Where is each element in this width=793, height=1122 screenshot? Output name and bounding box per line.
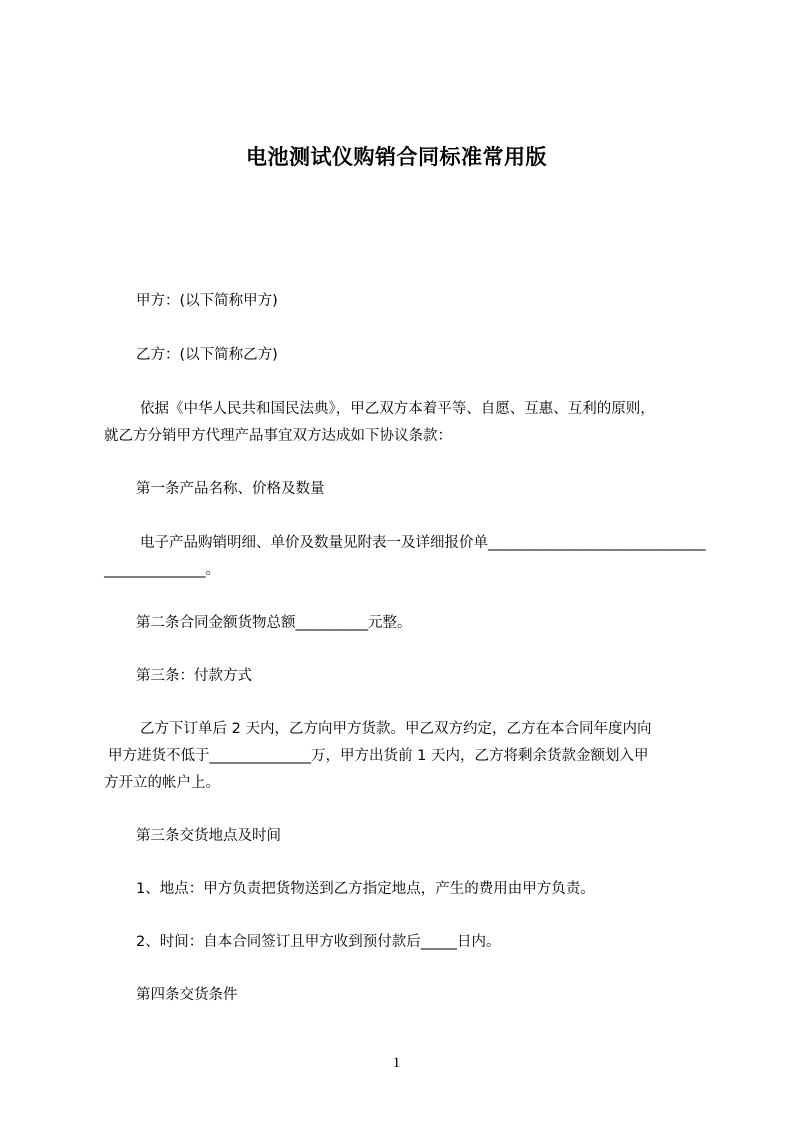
delivery-time-text: 2、时间：自本合同签订且甲方收到预付款后_____日内。 <box>136 934 501 950</box>
delivery-heading: 第三条交货地点及时间 <box>136 828 281 844</box>
article-4-heading: 第四条交货条件 <box>136 987 238 1003</box>
delivery-place-text: 1、地点：甲方负责把货物送到乙方指定地点，产生的费用由甲方负责。 <box>136 881 595 897</box>
page-number: 1 <box>392 1055 401 1071</box>
party-b-line: 乙方：(以下简称乙方) <box>136 347 278 363</box>
article-1-text-line-2: ______________。 <box>104 562 220 578</box>
article-1-heading: 第一条产品名称、价格及数量 <box>136 481 325 497</box>
party-a-line: 甲方：(以下简称甲方) <box>136 293 278 309</box>
intro-paragraph-line-1: 依据《中华人民共和国民法典》，甲乙双方本着平等、自愿、互惠、互利的原则， <box>140 401 655 417</box>
payment-text-line-1: 乙方下订单后 2 天内，乙方向甲方货款。甲乙双方约定，乙方在本合同年度内向 <box>140 721 652 737</box>
intro-paragraph-line-2: 就乙方分销甲方代理产品事宜双方达成如下协议条款： <box>104 428 452 444</box>
article-2-text: 第二条合同金额货物总额__________元整。 <box>136 615 412 631</box>
article-3-heading: 第三条：付款方式 <box>136 668 252 684</box>
payment-text-line-3: 方开立的帐户上。 <box>104 775 220 791</box>
document-title: 电池测试仪购销合同标准常用版 <box>246 145 547 169</box>
payment-text-line-2: 甲方进货不低于______________万，甲方出货前 1 天内，乙方将剩余货款金额划入甲 <box>108 748 649 764</box>
article-1-text-line-1: 电子产品购销明细、单价及数量见附表一及详细报价单______________________________ <box>140 535 706 551</box>
